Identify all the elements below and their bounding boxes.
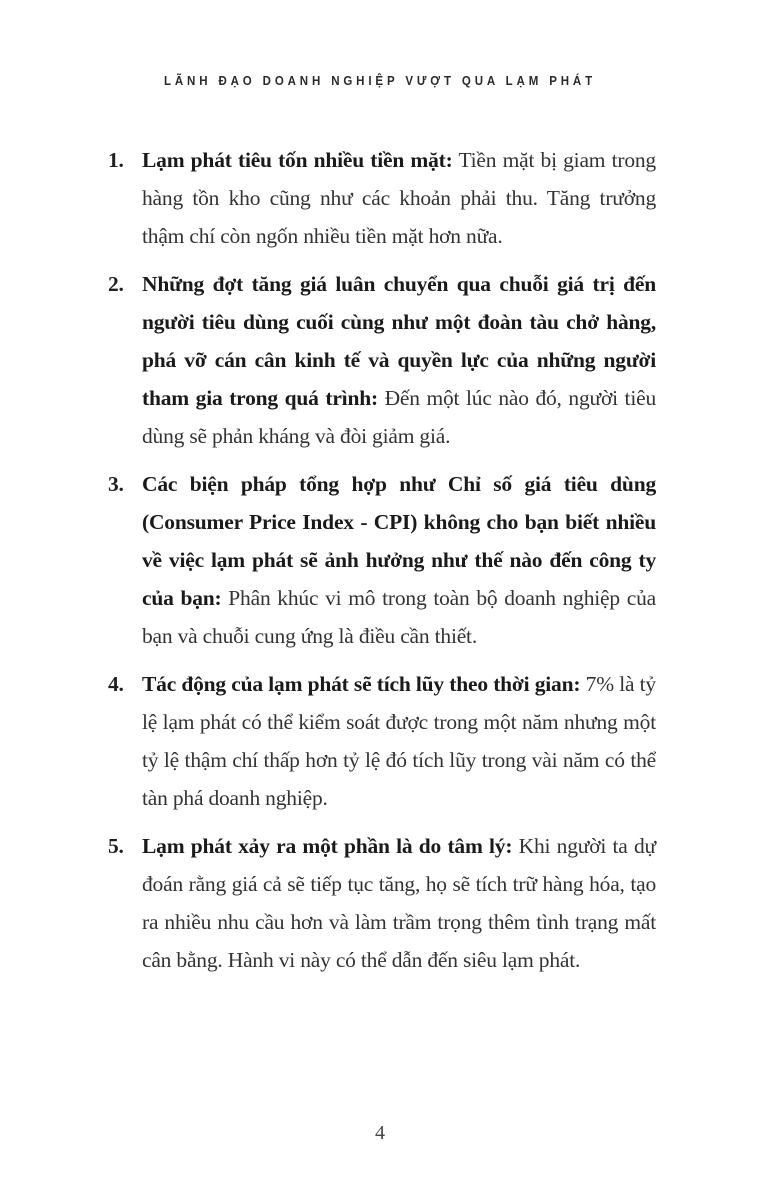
running-head: LÃNH ĐẠO DOANH NGHIỆP VƯỢT QUA LẠM PHÁT: [164, 74, 596, 88]
item-lead: Lạm phát xảy ra một phần là do tâm lý:: [142, 834, 513, 858]
item-number: 1.: [108, 148, 124, 172]
list-item: [108, 665, 656, 817]
item-lead: Lạm phát tiêu tốn nhiều tiền mặt:: [142, 148, 453, 172]
page-number: 4: [375, 1122, 385, 1144]
item-body: Đến một lúc nào đó, người tiêu dùng sẽ phản kháng và đòi giảm giá.: [142, 386, 656, 448]
item-body: Tiền mặt bị giam trong hàng tồn kho cũng như các khoản phải thu. Tăng trưởng thậm chí còn ngốn nhiều tiền mặt hơn nữa.: [142, 148, 656, 248]
list-item: [108, 265, 656, 455]
item-body: Khi người ta dự đoán rằng giá cả sẽ tiếp tục tăng, họ sẽ tích trữ hàng hóa, tạo ra nhiều nhu cầu hơn và làm trầm trọng thêm tình trạng mất cân bằng. Hành vi này có thể dẫn đến siêu lạm phát.: [142, 834, 656, 972]
list-item: [108, 465, 656, 655]
item-number: 2.: [108, 272, 124, 296]
item-number: 5.: [108, 834, 124, 858]
item-number: 3.: [108, 472, 124, 496]
list-item: [108, 141, 656, 255]
item-lead: Các biện pháp tổng hợp như Chỉ số giá tiêu dùng (Consumer Price Index - CPI) không cho bạn biết nhiều về việc lạm phát sẽ ảnh hưởng như thế nào đến công ty của bạn:: [142, 472, 656, 610]
item-lead: Tác động của lạm phát sẽ tích lũy theo thời gian:: [142, 672, 581, 696]
list-item: [108, 827, 656, 979]
item-body: Phân khúc vi mô trong toàn bộ doanh nghiệp của bạn và chuỗi cung ứng là điều cần thiết.: [142, 586, 656, 648]
item-number: 4.: [108, 672, 124, 696]
item-lead: Những đợt tăng giá luân chuyển qua chuỗi giá trị đến người tiêu dùng cuối cùng như một đoàn tàu chở hàng, phá vỡ cán cân kinh tế và quyền lực của những người tham gia trong quá trình:: [142, 272, 656, 410]
numbered-list: [108, 141, 656, 989]
item-body: 7% là tỷ lệ lạm phát có thể kiểm soát được trong một năm nhưng một tỷ lệ thậm chí thấp hơn tỷ lệ đó tích lũy trong vài năm có thể tàn phá doanh nghiệp.: [142, 672, 656, 810]
